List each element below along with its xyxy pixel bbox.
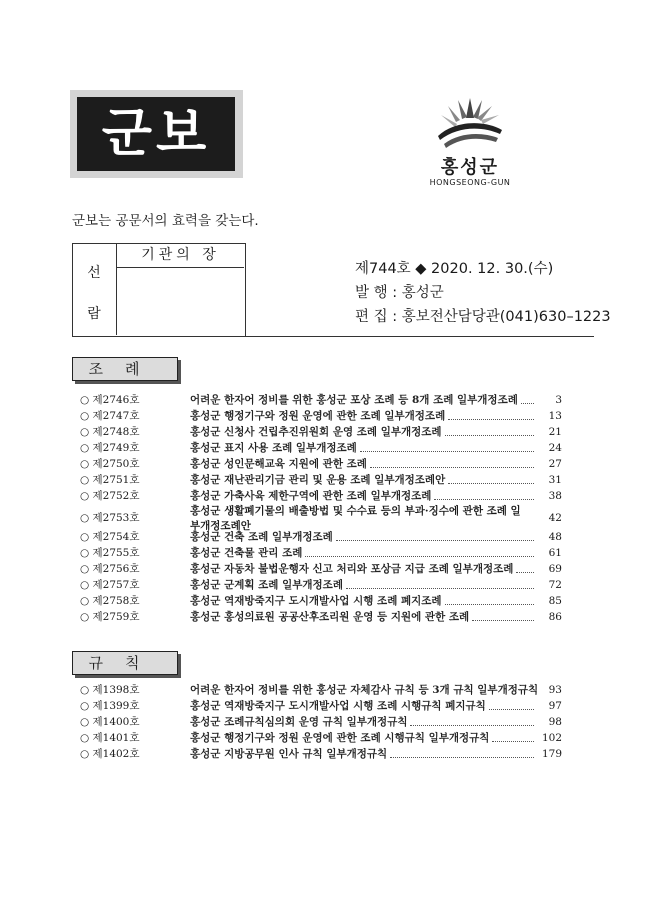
toc-row[interactable] [80, 457, 562, 473]
toc-number: ○ 제2754호 [80, 531, 140, 543]
toc-number: ○ 제1399호 [80, 700, 140, 712]
toc-row[interactable] [80, 393, 562, 409]
toc-title: 홍성군 생활폐기물의 배출방법 및 수수료 등의 부과·징수에 관한 조례 일부개정조례안 [190, 505, 521, 532]
toc-title: 홍성군 조례규칙심의회 운영 규칙 일부개정규칙 [190, 716, 408, 728]
toc-number: ○ 제2758호 [80, 595, 140, 607]
toc-page: 31 [548, 474, 562, 486]
logo-name-korean: 홍성군 [440, 157, 500, 178]
toc-row[interactable] [80, 731, 562, 747]
toc-title: 홍성군 신청사 건립추진위원회 운영 조례 일부개정조례 [190, 426, 442, 438]
toc-number: ○ 제2749호 [80, 442, 140, 454]
toc-number: ○ 제2748호 [80, 426, 140, 438]
toc-row[interactable] [80, 562, 562, 578]
toc-number: ○ 제2752호 [80, 490, 140, 502]
toc-number: ○ 제1398호 [80, 684, 140, 696]
toc-page: 97 [548, 700, 562, 712]
toc-number: ○ 제2755호 [80, 547, 140, 559]
toc-page: 48 [548, 531, 562, 543]
toc-page: 21 [548, 426, 562, 438]
toc-title: 홍성군 건축 조례 일부개정조례 [190, 531, 333, 543]
issue-number-date: 제744호 ◆ 2020. 12. 30.(수) [355, 261, 554, 277]
toc-title: 홍성군 건축물 관리 조례 [190, 547, 303, 559]
masthead-title: 군보 [77, 97, 235, 171]
toc-page: 38 [548, 490, 562, 502]
toc-title: 홍성군 행정기구와 정원 운영에 관한 조례 시행규칙 일부개정규칙 [190, 732, 490, 744]
toc-number: ○ 제2759호 [80, 611, 140, 623]
toc-page: 3 [555, 394, 562, 406]
toc-page: 61 [548, 547, 562, 559]
toc-row[interactable] [80, 489, 562, 505]
toc-title: 홍성군 성인문해교육 지원에 관한 조례 [190, 458, 367, 470]
approval-label-2: 람 [87, 306, 101, 322]
toc-number: ○ 제2753호 [80, 512, 140, 524]
effect-notice: 군보는 공문서의 효력을 갖는다. [72, 213, 259, 229]
toc-row[interactable] [80, 425, 562, 441]
section-label-rules: 규칙 [72, 651, 178, 675]
toc-number: ○ 제2757호 [80, 579, 140, 591]
toc-row[interactable] [80, 610, 562, 626]
approval-label-1: 선 [87, 265, 101, 281]
toc-page: 86 [548, 611, 562, 623]
toc-title: 어려운 한자어 정비를 위한 홍성군 자체감사 규칙 등 3개 규칙 일부개정규칙 [190, 684, 538, 696]
toc-number: ○ 제2750호 [80, 458, 140, 470]
toc-title: 홍성군 행정기구와 정원 운영에 관한 조례 일부개정조례 [190, 410, 446, 422]
toc-row[interactable] [80, 546, 562, 562]
toc-page: 85 [548, 595, 562, 607]
section-label-ordinances: 조례 [72, 357, 178, 381]
toc-page: 72 [548, 579, 562, 591]
toc-page: 27 [548, 458, 562, 470]
toc-number: ○ 제2756호 [80, 563, 140, 575]
toc-row[interactable] [80, 594, 562, 610]
toc-page: 93 [548, 684, 562, 696]
toc-title: 홍성군 재난관리기금 관리 및 운용 조례 일부개정조례안 [190, 474, 446, 486]
hongseong-logo-icon [430, 90, 510, 150]
toc-number: ○ 제2751호 [80, 474, 140, 486]
issue-editor: 편 집 : 홍보전산담당관(041)630–1223 [355, 309, 611, 325]
toc-row[interactable] [80, 715, 562, 731]
issue-publisher: 발 행 : 홍성군 [355, 285, 444, 301]
toc-page: 13 [548, 410, 562, 422]
approval-header: 기관의 장 [117, 243, 244, 268]
toc-page: 102 [541, 732, 562, 744]
toc-row[interactable] [80, 699, 562, 715]
toc-title: 홍성군 표지 사용 조례 일부개정조례 [190, 442, 357, 454]
toc-row[interactable] [80, 683, 562, 699]
toc-row[interactable] [80, 473, 562, 489]
toc-title: 홍성군 가축사육 제한구역에 관한 조례 일부개정조례 [190, 490, 432, 502]
toc-row[interactable] [80, 530, 562, 546]
toc-number: ○ 제1400호 [80, 716, 140, 728]
toc-page: 179 [541, 748, 562, 760]
toc-page: 98 [548, 716, 562, 728]
toc-title: 홍성군 역재방죽지구 도시개발사업 시행 조례 폐지조례 [190, 595, 442, 607]
toc-title: 홍성군 역재방죽지구 도시개발사업 시행 조례 시행규칙 폐지규칙 [190, 700, 486, 712]
toc-title: 홍성군 지방공무원 인사 규칙 일부개정규칙 [190, 748, 388, 760]
toc-row[interactable] [80, 747, 562, 763]
header-divider [72, 336, 594, 337]
toc-title: 어려운 한자어 정비를 위한 홍성군 포상 조례 등 8개 조례 일부개정조례 [190, 394, 518, 406]
toc-number: ○ 제1401호 [80, 732, 140, 744]
toc-number: ○ 제2746호 [80, 394, 140, 406]
toc-row[interactable] [80, 441, 562, 457]
toc-page: 42 [548, 512, 562, 524]
toc-page: 69 [548, 563, 562, 575]
toc-title: 홍성군 자동차 불법운행자 신고 처리와 포상금 지급 조례 일부개정조례 [190, 563, 514, 575]
toc-number: ○ 제1402호 [80, 748, 140, 760]
toc-page: 24 [548, 442, 562, 454]
toc-row[interactable] [80, 409, 562, 425]
toc-number: ○ 제2747호 [80, 410, 140, 422]
toc-title: 홍성군 홍성의료원 공공산후조리원 운영 등 지원에 관한 조례 [190, 611, 470, 623]
logo-name-english: HONGSEONG-GUN [429, 178, 511, 187]
toc-row[interactable] [80, 578, 562, 594]
toc-title: 홍성군 군계획 조례 일부개정조례 [190, 579, 343, 591]
